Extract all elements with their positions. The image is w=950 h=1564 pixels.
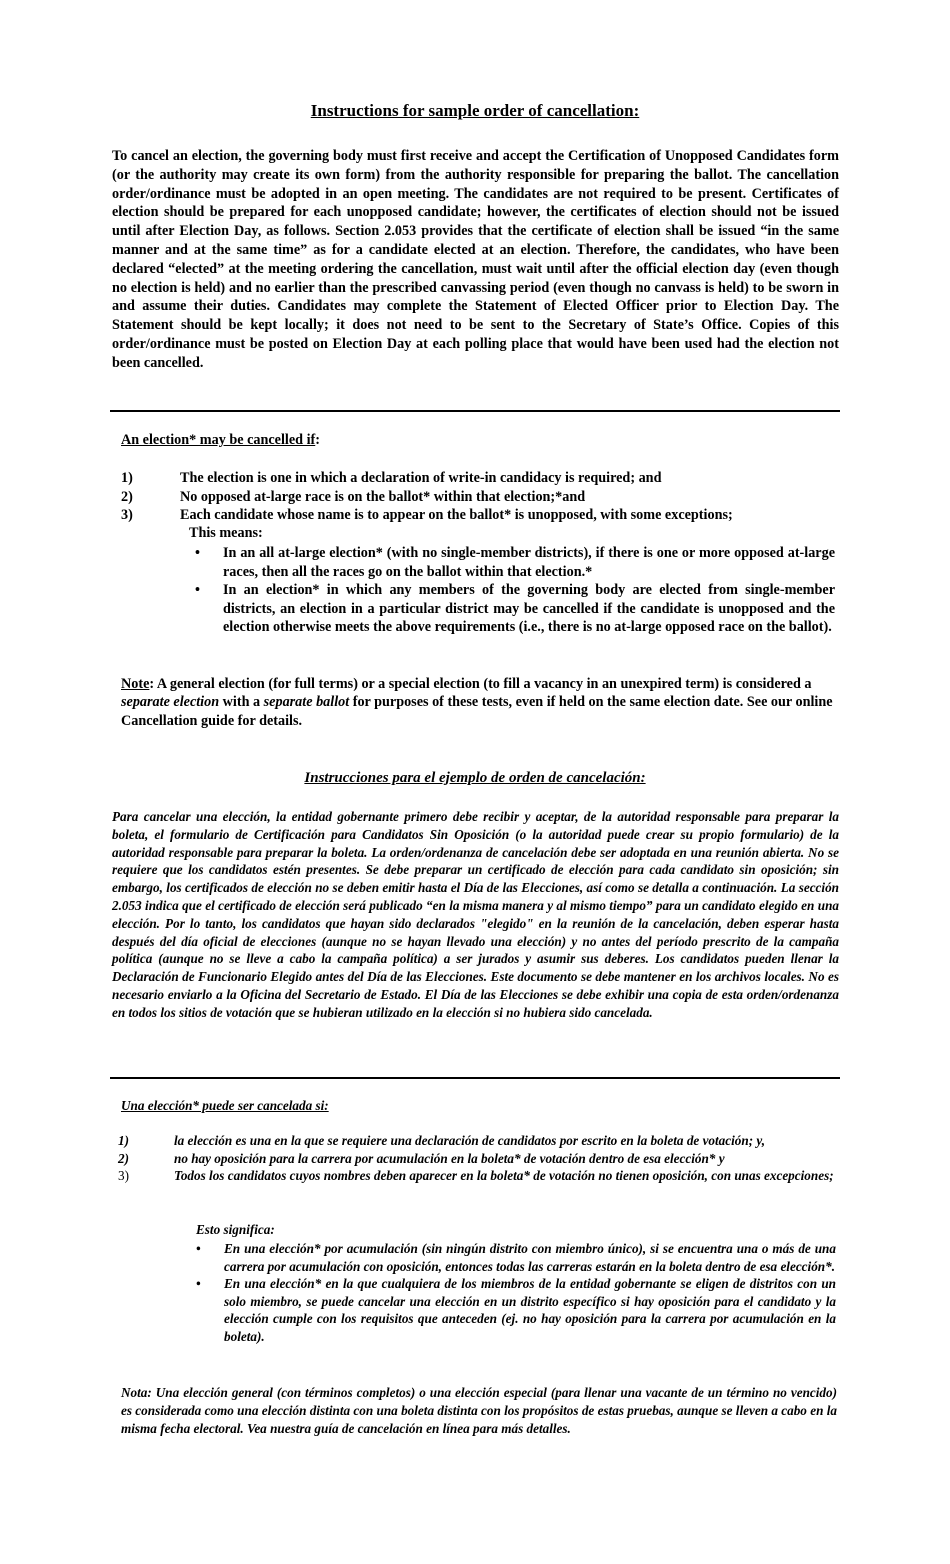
list-number: 2)	[118, 1150, 129, 1166]
bullet-icon: •	[195, 545, 200, 561]
list-text: The election is one in which a declaration of write-in candidacy is required; and	[180, 470, 662, 486]
english-intro-paragraph: To cancel an election, the governing body must first receive and accept the Certification of Unopposed Candidates form (or the authority may create its own form) from the authority responsible for preparing the ballot. The cancellation order/ordinance must be adopted in an open meeting. The candidates are not required to be present. Certificates of election should be prepared for each unopposed candidate; however, the certificates of election should not be issued until after Election Day, as follows. Section 2.053 provides that the certificate of election shall be issued “in the same manner and at the same time” as for a candidate elected at an election. Therefore, the candidates, who have been declared “elected” at the meeting ordering the cancellation, must wait until after the official election day (even though no election is held) and no earlier than the prescribed canvassing period (even though no canvass is held) to be sworn in and assume their duties. Candidates may complete the Statement of Elected Officer prior to Election Day. The Statement should be kept locally; it does not need to be sent to the Secretary of State’s Office. Copies of this order/ordinance must be posted on Election Day at each polling place that would have been used had the election not been cancelled.	[112, 148, 839, 371]
bullet-item	[196, 1275, 836, 1345]
english-bullet-list	[195, 544, 835, 637]
list-text: no hay oposición para la carrera por acumulación en la boleta* de votación dentro de esa elección* y	[174, 1150, 725, 1166]
list-number: 3)	[118, 1168, 129, 1184]
list-number: 1)	[121, 470, 133, 486]
list-item	[121, 488, 841, 507]
bullet-text: In an all at-large election* (with no single-member districts), if there is one or more opposed at-large races, then all the races go on the ballot within that election.*	[223, 545, 835, 580]
bullet-item	[195, 581, 835, 637]
spanish-conditions-heading: Una elección* puede ser cancelada si:	[121, 1098, 329, 1113]
note-label: Note	[121, 676, 150, 692]
bullet-item	[196, 1240, 836, 1275]
list-item	[118, 1150, 838, 1168]
english-conditions-heading	[121, 432, 320, 449]
spanish-title: Instrucciones para el ejemplo de orden de cancelación:	[304, 770, 646, 786]
english-note	[121, 675, 839, 730]
english-title: Instructions for sample order of cancellation:	[310, 101, 640, 120]
bullet-text: En una elección* en la que cualquiera de los miembros de la entidad gobernante se eligen de distritos con un solo miembro, se puede cancelar una elección en un distrito específico si hay oposición para el candidato y la elección cumple con los requisitos que anteceden (ej. no hay oposición para la carrera por acumulación en la boleta).	[224, 1276, 836, 1344]
english-conditions-heading-colon: :	[315, 432, 320, 448]
bullet-icon: •	[196, 1276, 201, 1292]
list-text: Each candidate whose name is to appear on the ballot* is unopposed, with some exceptions;	[180, 507, 733, 523]
list-item	[121, 469, 841, 488]
note-emphasis-2: separate ballot	[263, 694, 350, 711]
bullet-icon: •	[196, 1241, 201, 1256]
spanish-bullet-list	[196, 1240, 836, 1346]
list-number: 3)	[121, 507, 133, 523]
list-item	[118, 1167, 838, 1185]
list-text: la elección es una en la que se requiere una declaración de candidatos por escrito en la boleta de votación; y,	[174, 1133, 766, 1148]
bullet-text: In an election* in which any members of the governing body are elected from single-member districts, an election in a particular district may be cancelled if the candidate is unopposed and the election otherwise meets the above requirements (i.e., there is no at-large opposed race on the ballot).	[223, 582, 835, 636]
section-divider	[110, 1077, 840, 1079]
spanish-intro-paragraph: Para cancelar una elección, la entidad gobernante primero debe recibir y aceptar, de la autoridad responsable para preparar la boleta, el formulario de Certificación para Candidatos Sin Oposición (o la autoridad puede crear su propio formulario) de la autoridad responsable para preparar la boleta. La orden/ordenanza de cancelación debe ser adoptada en una reunión abierta. No se requiere que los candidatos estén presentes. Se debe preparar un certificado de elección para cada candidato sin oposición; sin embargo, los certificados de elección no se deben emitir hasta el Día de las Elecciones, así como se detalla a continuación. La sección 2.053 indica que el certificado de elección será publicado “en la misma manera y al mismo tiempo” para un candidato elegido en una elección. Por lo tanto, los candidatos que hayan sido declarados "elegido" en la reunión de la cancelación, deben esperar hasta después del día oficial de elecciones (aunque no se hayan llevado una elección) y no antes del período prescrito de la campaña política (aunque no se lleve a cabo la campaña política) a ser jurados y asumir sus deberes. Los candidatos pueden llenar la Declaración de Funcionario Elegido antes del Día de las Elecciones. Este documento se debe mantener en los archivos locales. No es necesario enviarlo a la Oficina del Secretario de Estado. El Día de las Elecciones se debe exhibir una copia de esta orden/ordenanza en todos los sitios de votación que se hubieran utilizado en la elección si no hubiera sido cancelada.	[112, 809, 839, 1020]
section-divider	[110, 410, 840, 412]
english-this-means: This means:	[189, 525, 263, 541]
note-emphasis-1: separate election	[121, 694, 220, 711]
spanish-this-means: Esto significa:	[196, 1222, 275, 1237]
note-text-1: : A general election (for full terms) or a special election (to fill a vacancy in an unexpired term) is considered a	[149, 676, 812, 692]
note-text-2: with a	[219, 694, 264, 711]
list-item	[121, 506, 841, 525]
list-text: Todos los candidatos cuyos nombres deben aparecer en la boleta* de votación no tienen oposición, con unas excepciones;	[174, 1168, 834, 1184]
list-item	[118, 1132, 838, 1150]
list-text: No opposed at-large race is on the ballot* within that election;*and	[180, 488, 586, 505]
spanish-note: Nota: Una elección general (con términos completos) o una elección especial (para llenar una vacante de un término no vencido) es considerada como una elección distinta con una boleta distinta con los propósitos de estas pruebas, aunque se lleven a cabo en la misma fecha electoral. Vea nuestra guía de cancelación en línea para más detalles.	[121, 1385, 837, 1436]
bullet-icon: •	[195, 582, 200, 599]
english-conditions-list	[121, 469, 841, 525]
list-number: 2)	[121, 488, 133, 505]
english-conditions-heading-text: An election* may be cancelled if	[121, 432, 316, 448]
bullet-text: En una elección* por acumulación (sin ningún distrito con miembro único), si se encuentra una o más de una carrera por acumulación con oposición, entonces todas las carreras estarán en la boleta dentro de esa elección*.	[224, 1241, 836, 1274]
spanish-conditions-list	[118, 1132, 838, 1185]
list-number: 1)	[118, 1133, 129, 1148]
note-text-3: for purposes of these tests, even if held on the same election date. See our online Cancellation guide for details.	[121, 694, 833, 729]
bullet-item	[195, 544, 835, 581]
